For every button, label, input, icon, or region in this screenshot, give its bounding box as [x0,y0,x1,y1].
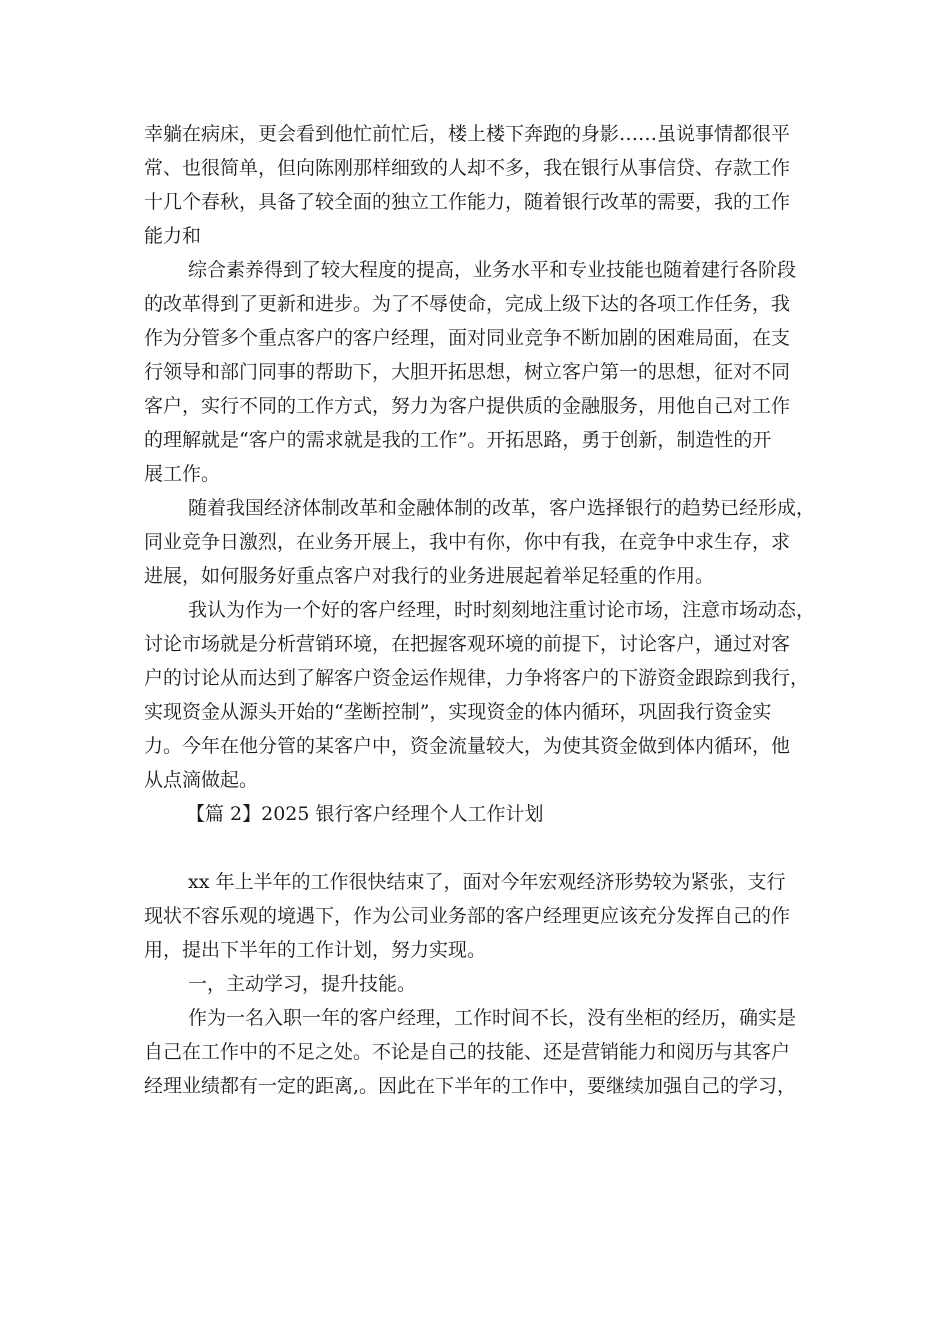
body-line: 用，提出下半年的工作计划，努力实现。 [144,939,487,961]
body-line: 客户，实行不同的工作方式，努力为客户提供质的金融服务，用他自己对工作 [144,395,791,417]
body-line: 作为分管多个重点客户的客户经理，面对同业竞争不断加剧的困难局面，在支 [144,327,791,349]
body-line: 展工作。 [144,463,221,485]
body-line: 进展，如何服务好重点客户对我行的业务进展起着举足轻重的作用。 [144,565,715,587]
body-line: 讨论市场就是分析营销环境，在把握客观环境的前提下，讨论客户，通过对客 [144,633,791,655]
body-line: 常、也很简单，但向陈刚那样细致的人却不多，我在银行从事信贷、存款工作 [144,157,791,179]
body-line: 力。今年在他分管的某客户中，资金流量较大，为使其资金做到体内循环，他 [144,735,791,757]
body-line: 行领导和部门同事的帮助下，大胆开拓思想，树立客户第一的思想，征对不同 [144,361,791,383]
blank-line [144,831,834,865]
body-line: 实现资金从源头开始的“垄断控制”，实现资金的体内循环，巩固我行资金实 [144,701,772,723]
paragraph-first-line: 随着我国经济体制改革和金融体制的改革，客户选择银行的趋势已经形成， [188,497,816,519]
paragraph-first-line: 综合素养得到了较大程度的提高，业务水平和专业技能也随着建行各阶段 [188,259,797,281]
section-heading: 【篇 2】2025 银行客户经理个人工作计划 [186,803,544,825]
body-line: 能力和 [144,225,202,247]
body-line: 幸躺在病床，更会看到他忙前忙后，楼上楼下奔跑的身影……虽说事情都很平 [144,123,791,145]
paragraph-first-line: xx 年上半年的工作很快结束了，面对今年宏观经济形势较为紧张，支行 [188,871,786,893]
body-line: 自己在工作中的不足之处。不论是自己的技能、还是营销能力和阅历与其客户 [144,1041,791,1063]
paragraph-first-line: 作为一名入职一年的客户经理，工作时间不长，没有坐柜的经历，确实是 [188,1007,797,1029]
body-line: 十几个春秋，具备了较全面的独立工作能力，随着银行改革的需要，我的工作 [144,191,791,213]
body-line: 经理业绩都有一定的距离,。因此在下半年的工作中，要继续加强自己的学习， [144,1075,797,1097]
body-line: 从点滴做起。 [144,769,259,791]
body-line: 现状不容乐观的境遇下，作为公司业务部的客户经理更应该充分发挥自己的作 [144,905,791,927]
body-line: 的理解就是“客户的需求就是我的工作”。开拓思路，勇于创新，制造性的开 [144,429,772,451]
paragraph-first-line: 我认为作为一个好的客户经理，时时刻刻地注重讨论市场，注意市场动态， [188,599,816,621]
body-line: 同业竞争日激烈，在业务开展上，我中有你，你中有我，在竞争中求生存，求 [144,531,791,553]
body-line: 的改革得到了更新和进步。为了不辱使命，完成上级下达的各项工作任务，我 [144,293,791,315]
document-body [144,117,834,1103]
subheading: 一，主动学习，提升技能。 [188,973,417,995]
body-line: 户的讨论从而达到了解客户资金运作规律，力争将客户的下游资金跟踪到我行， [144,667,810,689]
